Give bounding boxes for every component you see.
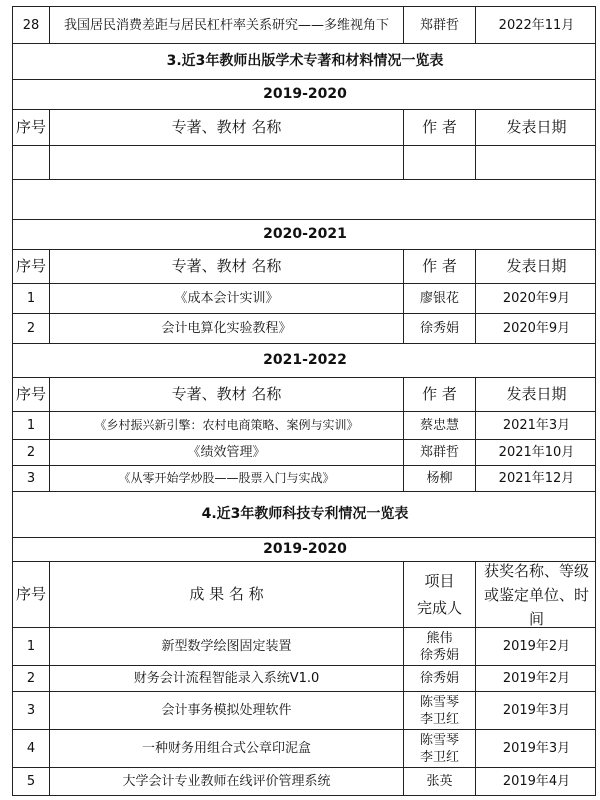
item-author: 廖银花 — [403, 284, 475, 313]
item-author — [403, 730, 475, 767]
item-date: 2019年3月 — [475, 692, 597, 729]
item-author: 杨柳 — [403, 466, 475, 491]
row-number: 2 — [26, 671, 36, 686]
section4-title: 4.近3年教师科技专利情况一览表 — [201, 506, 409, 522]
header-no: 序号 — [15, 257, 46, 275]
table-header-row — [12, 250, 596, 284]
header-author: 作 者 — [403, 378, 475, 411]
row-number: 1 — [26, 418, 36, 433]
header-name: 专著、教材 名称 — [49, 250, 403, 283]
header-author-line2: 完成人 — [416, 598, 462, 617]
year-row — [12, 220, 596, 250]
header-name: 专著、教材 名称 — [49, 378, 403, 411]
header-name: 成 果 名 称 — [49, 562, 403, 627]
table-row — [12, 314, 596, 344]
header-date: 发表日期 — [475, 110, 597, 145]
row-number: 2 — [26, 321, 36, 336]
header-author: 作 者 — [403, 250, 475, 283]
item-date: 2021年12月 — [475, 466, 597, 491]
table-row-empty — [12, 146, 596, 180]
item-date: 2019年2月 — [475, 628, 597, 665]
item-date — [475, 146, 597, 179]
item-author — [403, 666, 475, 691]
table-row — [12, 666, 596, 692]
table-row — [12, 768, 596, 796]
row-number: 3 — [26, 471, 36, 486]
author-line1: 陈雪琴 — [419, 694, 459, 710]
row-number: 5 — [26, 774, 36, 789]
header-author-line1: 项目 — [424, 571, 455, 590]
section-title-row — [12, 44, 596, 80]
header-date: 发表日期 — [475, 378, 597, 411]
table-row — [12, 6, 596, 44]
table-row — [12, 628, 596, 666]
header-award: 获奖名称、等级或鉴定单位、时间 — [475, 562, 597, 627]
item-name — [49, 146, 403, 179]
header-name: 专著、教材 名称 — [49, 110, 403, 145]
item-date: 2022年11月 — [475, 7, 597, 43]
spacer-row — [12, 180, 596, 220]
table-row — [12, 692, 596, 730]
item-date: 2020年9月 — [475, 314, 597, 343]
item-date: 2019年3月 — [475, 730, 597, 767]
item-author — [403, 768, 475, 795]
table-row — [12, 284, 596, 314]
item-author: 郑群哲 — [403, 7, 475, 43]
section-title-row — [12, 492, 596, 538]
item-author — [403, 146, 475, 179]
table-row — [12, 466, 596, 492]
year-row — [12, 80, 596, 110]
table-header-row — [12, 562, 596, 628]
author-line1: 熊伟 — [426, 630, 453, 646]
year-label: 2020-2021 — [263, 226, 347, 242]
item-author — [403, 628, 475, 665]
item-name: 大学会计专业教师在线评价管理系统 — [49, 768, 403, 795]
item-name: 会计电算化实验教程》 — [49, 314, 403, 343]
item-author: 蔡忠慧 — [403, 412, 475, 439]
table-header-row — [12, 110, 596, 146]
year-label: 2019-2020 — [263, 541, 347, 557]
table-row — [12, 440, 596, 466]
row-number: 28 — [22, 17, 40, 33]
item-date: 2021年3月 — [475, 412, 597, 439]
row-number: 1 — [26, 639, 36, 654]
item-name: 《成本会计实训》 — [49, 284, 403, 313]
item-date: 2019年4月 — [475, 768, 597, 795]
header-no: 序号 — [15, 118, 46, 136]
year-label: 2019-2020 — [263, 86, 347, 102]
header-date: 发表日期 — [475, 250, 597, 283]
author-line2: 徐秀娟 — [419, 647, 459, 663]
item-author — [403, 692, 475, 729]
section3-title: 3.近3年教师出版学术专著和材料情况一览表 — [166, 53, 444, 69]
item-date: 2019年2月 — [475, 666, 597, 691]
header-no: 序号 — [15, 585, 46, 603]
item-name: 新型数学绘图固定装置 — [49, 628, 403, 665]
row-number: 4 — [26, 741, 36, 756]
table-row — [12, 412, 596, 440]
item-author: 徐秀娟 — [403, 314, 475, 343]
author-line1: 张英 — [426, 774, 453, 789]
item-date: 2020年9月 — [475, 284, 597, 313]
author-line2: 李卫红 — [419, 749, 459, 765]
table-row — [12, 730, 596, 768]
header-author: 作 者 — [403, 110, 475, 145]
item-name: 会计事务模拟处理软件 — [49, 692, 403, 729]
author-line2: 李卫红 — [419, 711, 459, 727]
item-name: 《从零开始学炒股——股票入门与实战》 — [49, 466, 403, 491]
year-label: 2021-2022 — [263, 352, 347, 368]
item-name: 一种财务用组合式公章印泥盒 — [49, 730, 403, 767]
item-name: 《绩效管理》 — [49, 440, 403, 465]
row-number: 2 — [26, 445, 36, 460]
author-line1: 陈雪琴 — [419, 732, 459, 748]
item-author: 郑群哲 — [403, 440, 475, 465]
item-name: 我国居民消费差距与居民杠杆率关系研究——多维视角下 — [49, 7, 403, 43]
item-date: 2021年10月 — [475, 440, 597, 465]
row-number — [13, 146, 49, 179]
table-header-row — [12, 378, 596, 412]
row-number: 1 — [26, 291, 36, 306]
header-author — [403, 562, 475, 627]
row-number: 3 — [26, 703, 36, 718]
item-name: 《乡村振兴新引擎：农村电商策略、案例与实训》 — [49, 412, 403, 439]
item-name: 财务会计流程智能录入系统V1.0 — [49, 666, 403, 691]
header-no: 序号 — [15, 385, 46, 403]
author-line1: 徐秀娟 — [419, 671, 459, 686]
year-row — [12, 344, 596, 378]
